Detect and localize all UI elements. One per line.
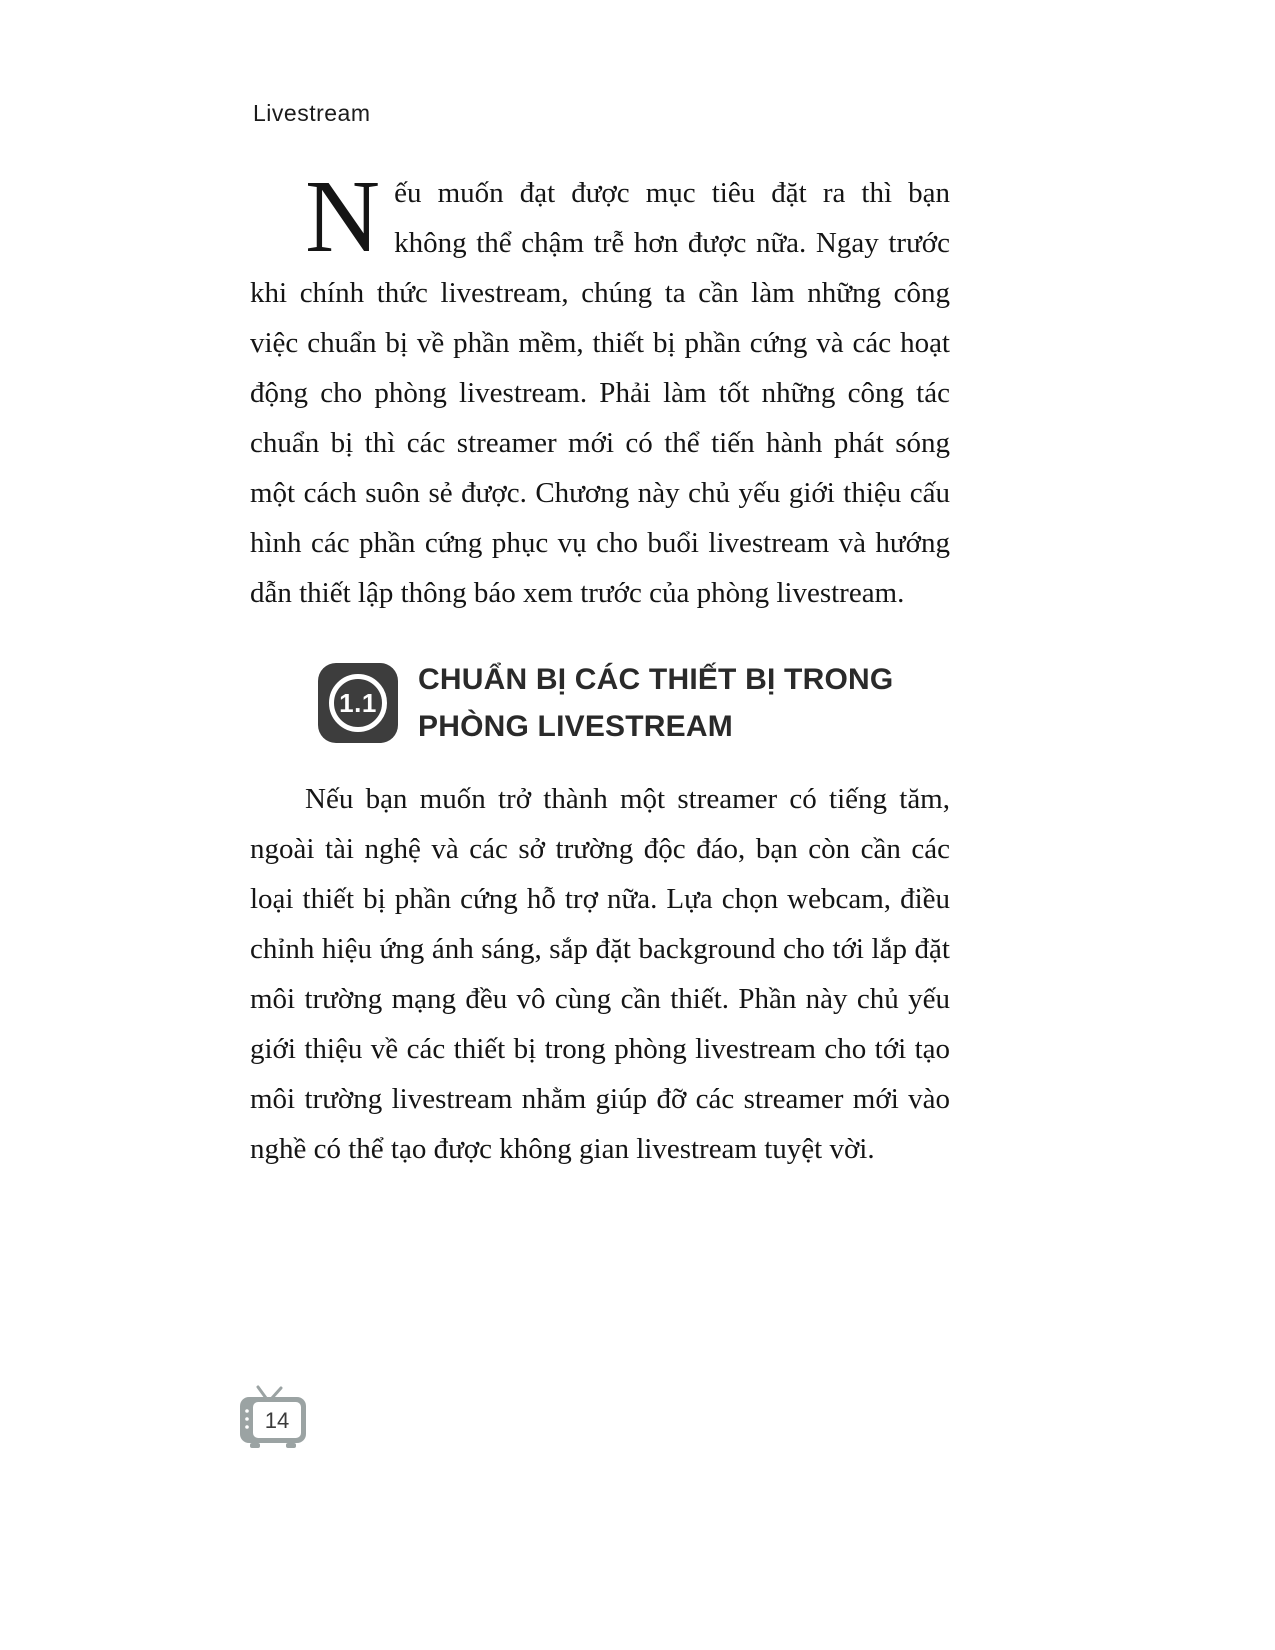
text-column bbox=[250, 159, 950, 1174]
paragraph-body: Nếu bạn muốn trở thành một streamer có tiếng tăm, ngoài tài nghệ và các sở trường độc đáo, bạn còn cần các loại thiết bị phần cứng hỗ trợ nữa. Lựa chọn webcam, điều chỉnh hiệu ứng ánh sáng, sắp đặt background cho tới lắp đặt môi trường mạng đều vô cùng cần thiết. Phần này chủ yếu giới thiệu về các thiết bị trong phòng livestream cho tới tạo môi trường livestream nhằm giúp đỡ các streamer mới vào nghề có thể tạo được không gian livestream tuyệt vời. bbox=[250, 783, 950, 1165]
page-number: 14 bbox=[264, 1408, 290, 1433]
paragraph-intro-text: ếu muốn đạt được mục tiêu đặt ra thì bạn không thể chậm trễ hơn được nữa. Ngay trước khi chính thức livestream, chúng ta cần làm những công việc chuẩn bị về phần mềm, thiết bị phần cứng và các hoạt động cho phòng livestream. Phải làm tốt những công tác chuẩn bị thì các streamer mới có thể tiến hành phát sóng một cách suôn sẻ được. Chương này chủ yếu giới thiệu cấu hình các phần cứng phục vụ cho buổi livestream và hướng dẫn thiết lập thông báo xem trước của phòng livestream. bbox=[250, 177, 950, 609]
section-number: 1.1 bbox=[329, 674, 387, 732]
drop-cap: N bbox=[305, 159, 381, 274]
tv-page-number-icon bbox=[236, 1385, 316, 1451]
paragraph-intro bbox=[250, 159, 950, 618]
page-footer bbox=[236, 1385, 316, 1451]
running-header: Livestream bbox=[253, 100, 371, 126]
section-number-badge bbox=[318, 663, 398, 743]
section-title: CHUẨN BỊ CÁC THIẾT BỊ TRONG PHÒNG LIVESTREAM bbox=[418, 663, 894, 743]
section-heading bbox=[318, 656, 950, 750]
